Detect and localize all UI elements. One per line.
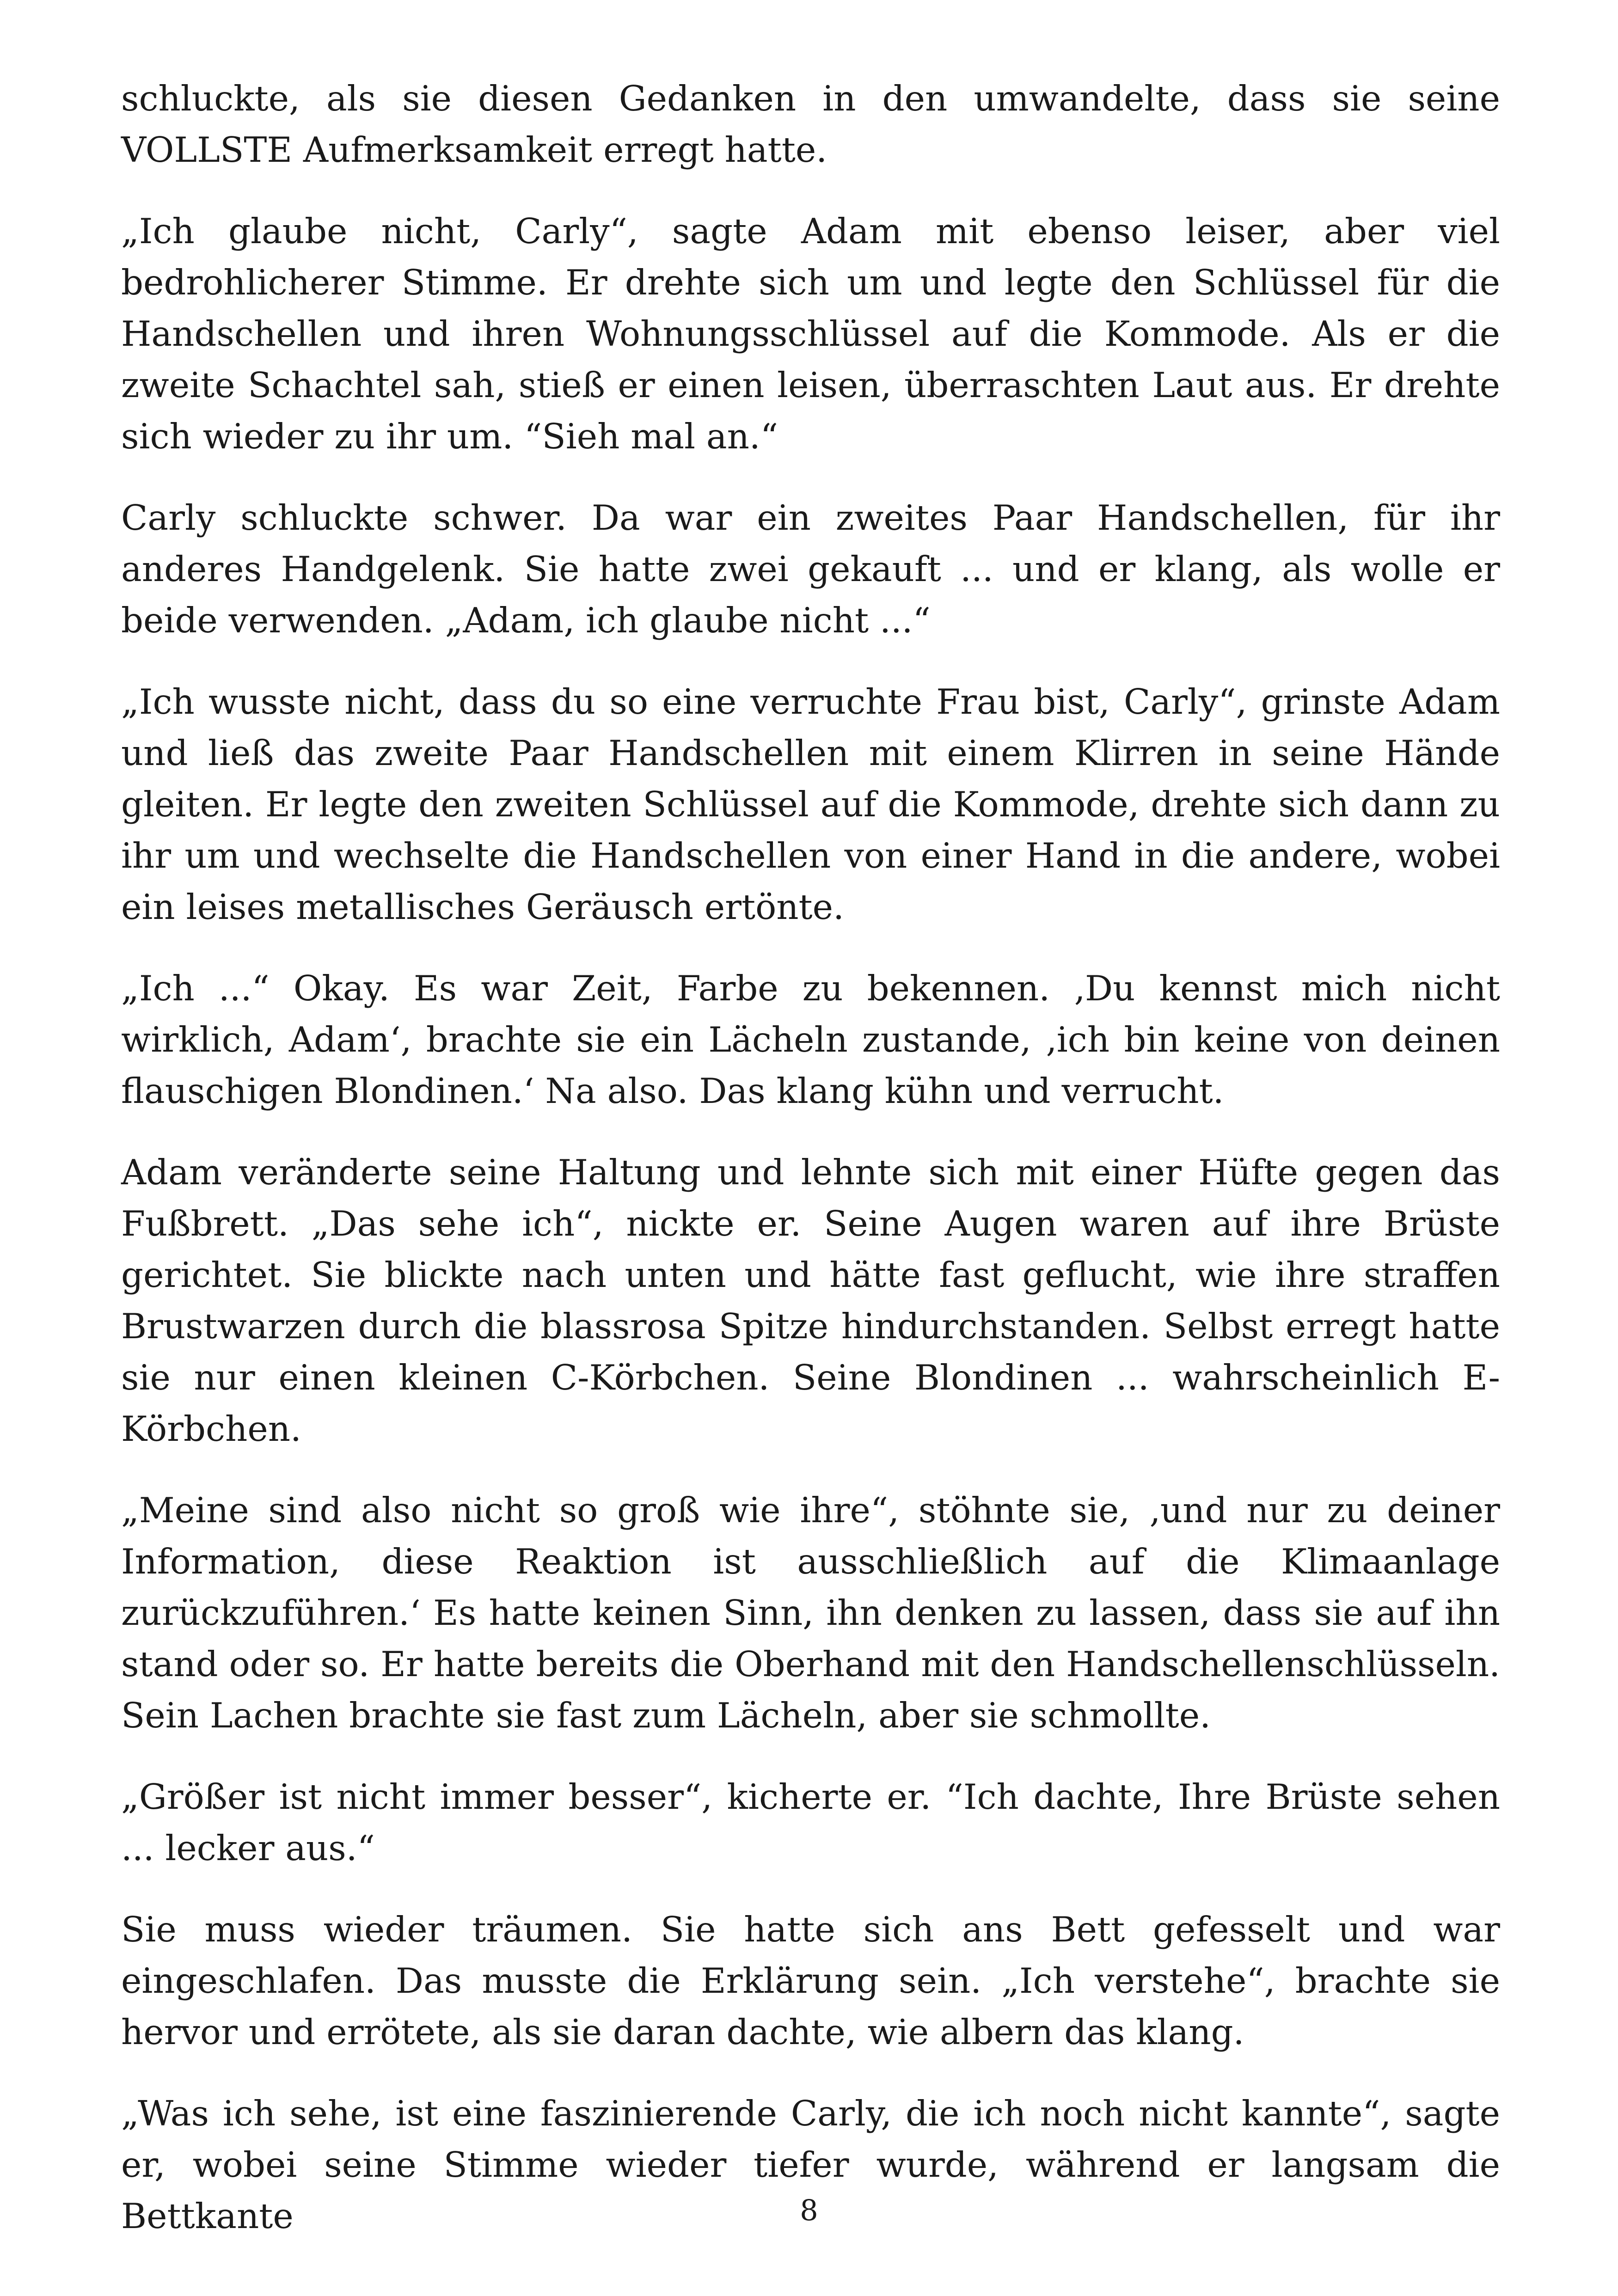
body-text	[121, 73, 1500, 2242]
paragraph-4: „Ich wusste nicht, dass du so eine verruchte Frau bist, Carly“, grinste Adam und ließ das zweite Paar Handschellen mit einem Klirren in seine Hände gleiten. Er legte den zweiten Schlüssel auf die Kommode, drehte sich dann zu ihr um und wechselte die Handschellen von einer Hand in die andere, wobei ein leises metallisches Geräusch ertönte.	[121, 681, 1500, 927]
page-number: 8	[800, 2193, 818, 2227]
paragraph-5: „Ich ...“ Okay. Es war Zeit, Farbe zu bekennen. ‚Du kennst mich nicht wirklich, Adam‘, brachte sie ein Lächeln zustande, ‚ich bin keine von deinen flauschigen Blondinen.‘ Na also. Das klang kühn und verrucht.	[121, 968, 1500, 1111]
paragraph-10: „Was ich sehe, ist eine faszinierende Carly, die ich noch nicht kannte“, sagte er, wobei seine Stimme wieder tiefer wurde, während er langsam die Bettkante	[121, 2093, 1500, 2236]
paragraph-8: „Größer ist nicht immer besser“, kicherte er. “Ich dachte, Ihre Brüste sehen ... lecker aus.“	[121, 1776, 1500, 1868]
paragraph-9: Sie muss wieder träumen. Sie hatte sich ans Bett gefesselt und war eingeschlafen. Das musste die Erklärung sein. „Ich verstehe“, brachte sie hervor und errötete, als sie daran dachte, wie albern das klang.	[121, 1909, 1500, 2052]
paragraph-6: Adam veränderte seine Haltung und lehnte sich mit einer Hüfte gegen das Fußbrett. „Das sehe ich“, nickte er. Seine Augen waren auf ihre Brüste gerichtet. Sie blickte nach unten und hätte fast geflucht, wie ihre straffen Brustwarzen durch die blassrosa Spitze hindurchstanden. Selbst erregt hatte sie nur einen kleinen C-Körbchen. Seine Blondinen ... wahrscheinlich E-Körbchen.	[121, 1152, 1500, 1449]
paragraph-7: „Meine sind also nicht so groß wie ihre“, stöhnte sie, ‚und nur zu deiner Information, diese Reaktion ist ausschließlich auf die Klimaanlage zurückzuführen.‘ Es hatte keinen Sinn, ihn denken zu lassen, dass sie auf ihn stand oder so. Er hatte bereits die Oberhand mit den Handschellenschlüsseln. Sein Lachen brachte sie fast zum Lächeln, aber sie schmollte.	[121, 1490, 1500, 1736]
paragraph-1: schluckte, als sie diesen Gedanken in den umwandelte, dass sie seine VOLLSTE Aufmerksamkeit erregt hatte.	[121, 78, 1500, 170]
paragraph-3: Carly schluckte schwer. Da war ein zweites Paar Handschellen, für ihr anderes Handgelenk. Sie hatte zwei gekauft ... und er klang, als wolle er beide verwenden. „Adam, ich glaube nicht ...“	[121, 497, 1500, 641]
paragraph-2: „Ich glaube nicht, Carly“, sagte Adam mit ebenso leiser, aber viel bedrohlicherer Stimme. Er drehte sich um und legte den Schlüssel für die Handschellen und ihren Wohnungsschlüssel auf die Kommode. Als er die zweite Schachtel sah, stieß er einen leisen, überraschten Laut aus. Er drehte sich wieder zu ihr um. “Sieh mal an.“	[121, 211, 1500, 457]
